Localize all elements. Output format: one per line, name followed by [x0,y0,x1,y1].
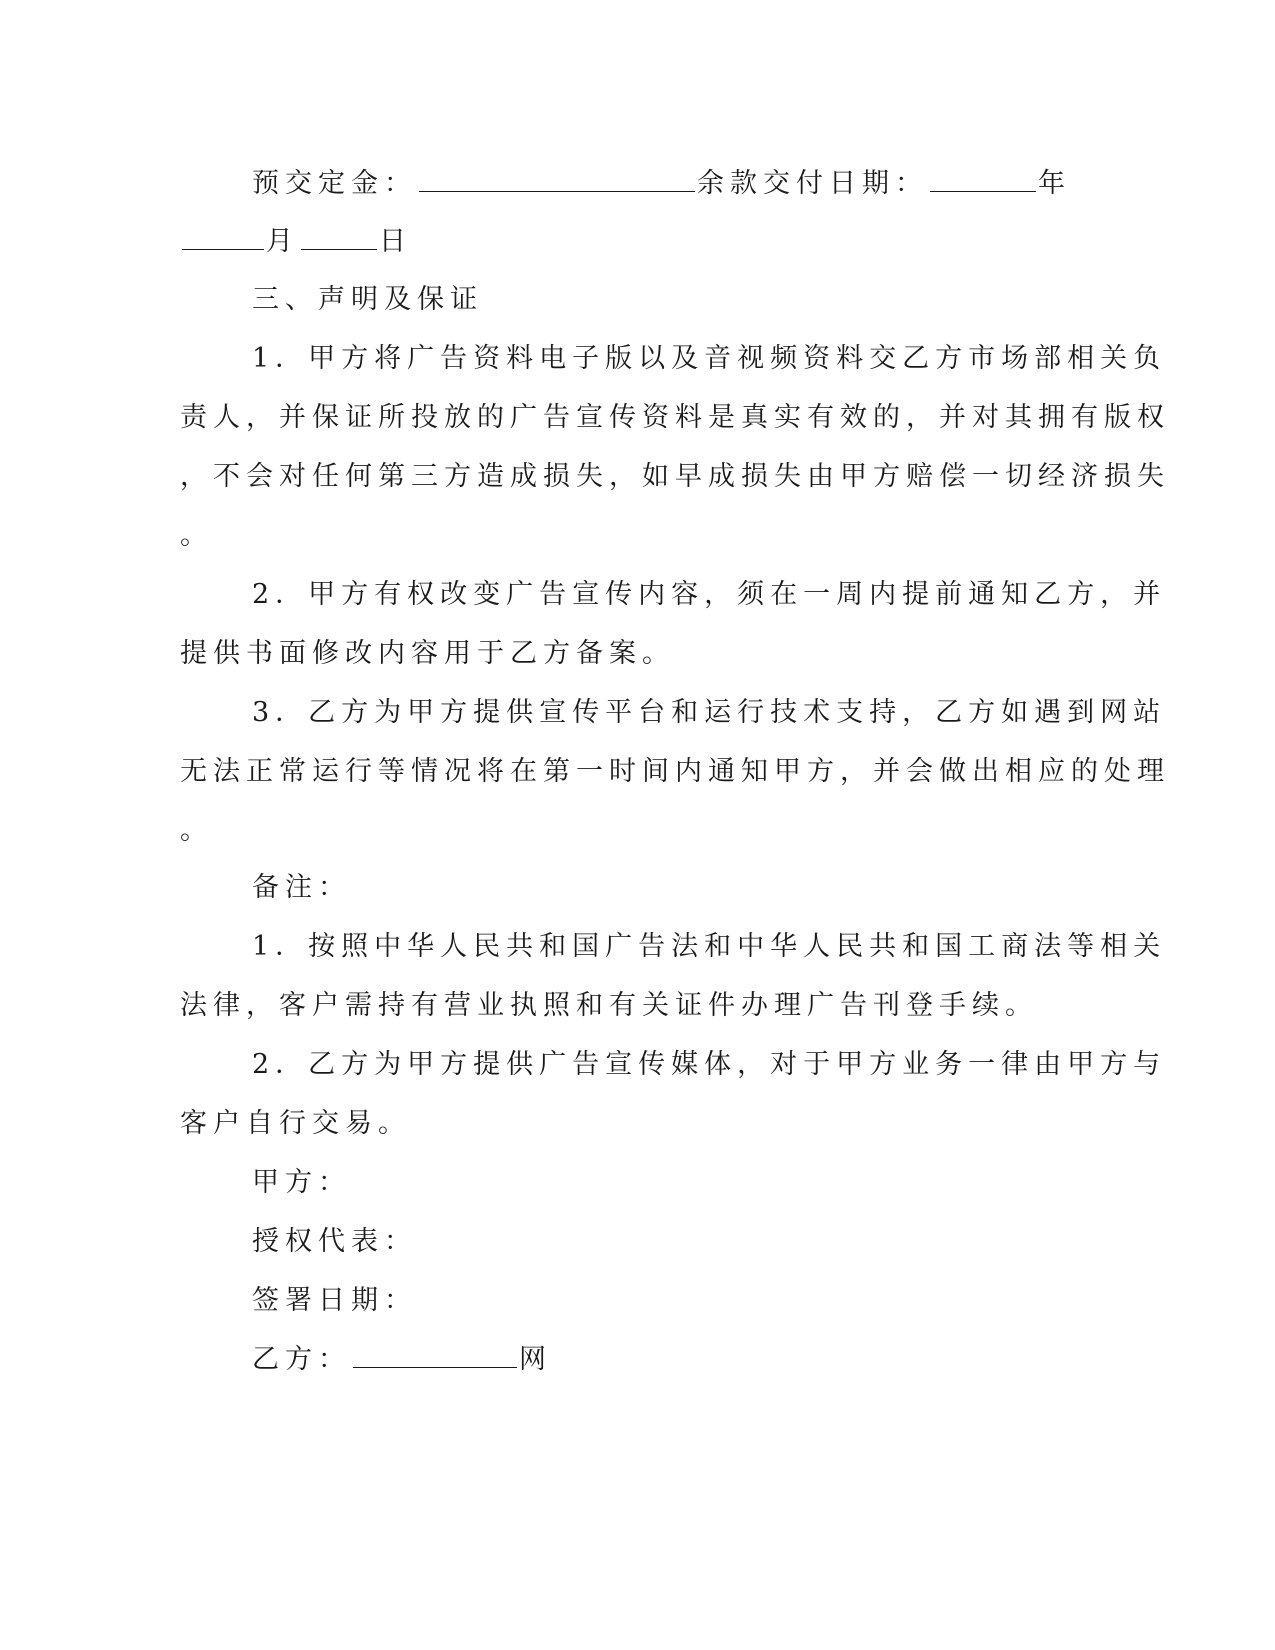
month-blank [182,223,264,250]
deposit-line [252,165,1071,201]
party-b-label: 乙方： [252,1344,351,1375]
s3-item3-line3: 。 [180,815,213,846]
remarks-item2-line1: 2．乙方为甲方提供广告宣传媒体，对于甲方业务一律由甲方与 [252,1049,1167,1080]
website-suffix: 网 [519,1344,552,1375]
section-3-title: 三、声明及保证 [252,284,483,315]
party-a-label: 甲方： [252,1167,351,1198]
year-label: 年 [1038,168,1071,199]
s3-item1-line4: 。 [180,520,213,551]
s3-item1-line1: 1．甲方将广告资料电子版以及音视频资料交乙方市场部相关负 [252,343,1167,374]
remarks-title: 备注： [252,872,351,903]
s3-item2-line1: 2．甲方有权改变广告宣传内容，须在一周内提前通知乙方，并 [252,579,1167,610]
authorized-rep-label: 授权代表： [252,1226,417,1257]
s3-item2-line2: 提供书面修改内容用于乙方备案。 [180,638,675,669]
deposit-label: 预交定金： [252,168,417,199]
year-blank [930,165,1036,192]
s3-item3-line2: 无法正常运行等情况将在第一时间内通知甲方，并会做出相应的处理 [180,756,1170,787]
party-b-line [252,1341,552,1377]
remarks-item2-line2: 客户自行交易。 [180,1108,411,1139]
day-label: 日 [379,226,412,257]
deposit-blank [419,165,695,192]
month-label: 月 [266,226,299,257]
s3-item1-line2: 责人，并保证所投放的广告宣传资料是真实有效的，并对其拥有版权 [180,402,1170,433]
remarks-item1-line1: 1．按照中华人民共和国广告法和中华人民共和国工商法等相关 [252,931,1167,962]
remarks-item1-line2: 法律，客户需持有营业执照和有关证件办理广告刊登手续。 [180,990,1038,1021]
sign-date-label: 签署日期： [252,1285,417,1316]
s3-item3-line1: 3．乙方为甲方提供宣传平台和运行技术支持，乙方如遇到网站 [252,697,1167,728]
date-line [180,223,412,259]
party-b-blank [353,1341,517,1368]
balance-date-label: 余款交付日期： [697,168,928,199]
day-blank [301,223,377,250]
s3-item1-line3: ，不会对任何第三方造成损失，如早成损失由甲方赔偿一切经济损失 [180,461,1170,492]
